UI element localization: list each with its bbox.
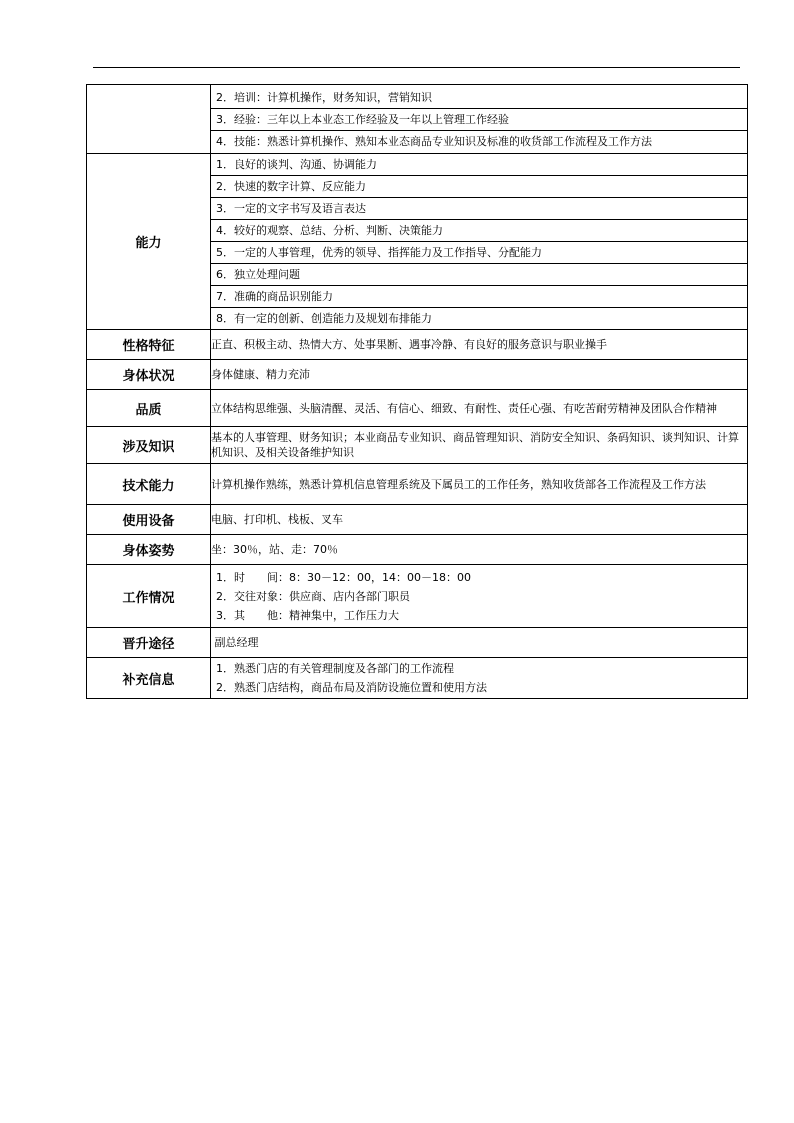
content-posture: 坐：30％，站、走：70％ — [211, 535, 748, 565]
row-health — [87, 360, 748, 390]
row-qualifications-cont — [87, 85, 748, 154]
content-knowledge: 基本的人事管理、财务知识；本业商品专业知识、商品管理知识、消防安全知识、条码知识、谈判知识、计算机知识、及相关设备维护知识 — [211, 427, 748, 464]
ability-item: 7．准确的商品识别能力 — [211, 285, 747, 307]
label-promotion: 晋升途径 — [87, 628, 211, 658]
ability-item: 6．独立处理问题 — [211, 263, 747, 285]
label-quality: 品质 — [87, 390, 211, 427]
content-quality: 立体结构思维强、头脑清醒、灵活、有信心、细致、有耐性、责任心强、有吃苦耐劳精神及团队合作精神 — [211, 390, 748, 427]
ability-item: 2．快速的数字计算、反应能力 — [211, 175, 747, 197]
content-personality: 正直、积极主动、热情大方、处事果断、遇事冷静、有良好的服务意识与职业操手 — [211, 330, 748, 360]
supplementary-item: 2．熟悉门店结构，商品布局及消防设施位置和使用方法 — [216, 681, 487, 694]
row-promotion — [87, 628, 748, 658]
label-knowledge: 涉及知识 — [87, 427, 211, 464]
row-supplementary — [87, 658, 748, 699]
label-qualifications-cont — [87, 85, 211, 154]
content-supplementary — [211, 658, 748, 699]
row-personality — [87, 330, 748, 360]
content-equipment: 电脑、打印机、栈板、叉车 — [211, 505, 748, 535]
content-ability — [211, 154, 748, 330]
label-supplementary: 补充信息 — [87, 658, 211, 699]
row-equipment — [87, 505, 748, 535]
row-quality — [87, 390, 748, 427]
content-qualifications-cont — [211, 85, 748, 154]
qualification-item: 4．技能：熟悉计算机操作、熟知本业态商品专业知识及标准的收货部工作流程及工作方法 — [211, 130, 747, 152]
row-skills — [87, 464, 748, 505]
ability-item: 4．较好的观察、总结、分析、判断、决策能力 — [211, 219, 747, 241]
ability-item: 5．一定的人事管理，优秀的领导、指挥能力及工作指导、分配能力 — [211, 241, 747, 263]
work-condition-item: 1．时 间：8：30－12：00，14：00－18：00 — [216, 570, 471, 584]
ability-item: 3．一定的文字书写及语言表达 — [211, 197, 747, 219]
job-spec-table — [86, 84, 748, 699]
row-knowledge — [87, 427, 748, 464]
content-promotion: 副总经理 — [211, 628, 748, 658]
content-work-conditions — [211, 565, 748, 628]
label-health: 身体状况 — [87, 360, 211, 390]
row-work-conditions — [87, 565, 748, 628]
label-ability: 能力 — [87, 154, 211, 330]
label-personality: 性格特征 — [87, 330, 211, 360]
content-skills: 计算机操作熟练，熟悉计算机信息管理系统及下属员工的工作任务，熟知收货部各工作流程及工作方法 — [211, 464, 748, 505]
ability-item: 1．良好的谈判、沟通、协调能力 — [216, 158, 377, 171]
work-condition-item: 2．交往对象：供应商、店内各部门职员 — [216, 589, 410, 603]
row-posture — [87, 535, 748, 565]
work-condition-item: 3．其 他：精神集中，工作压力大 — [216, 608, 399, 622]
label-equipment: 使用设备 — [87, 505, 211, 535]
supplementary-item: 1．熟悉门店的有关管理制度及各部门的工作流程 — [216, 662, 454, 675]
header-rule — [93, 67, 740, 68]
qualification-item: 3．经验：三年以上本业态工作经验及一年以上管理工作经验 — [211, 108, 747, 130]
ability-item: 8．有一定的创新、创造能力及规划布排能力 — [211, 307, 747, 329]
qualification-item: 2．培训：计算机操作，财务知识，营销知识 — [216, 90, 432, 104]
row-ability — [87, 154, 748, 330]
content-health: 身体健康、精力充沛 — [211, 360, 748, 390]
label-skills: 技术能力 — [87, 464, 211, 505]
label-posture: 身体姿势 — [87, 535, 211, 565]
label-work-conditions: 工作情况 — [87, 565, 211, 628]
